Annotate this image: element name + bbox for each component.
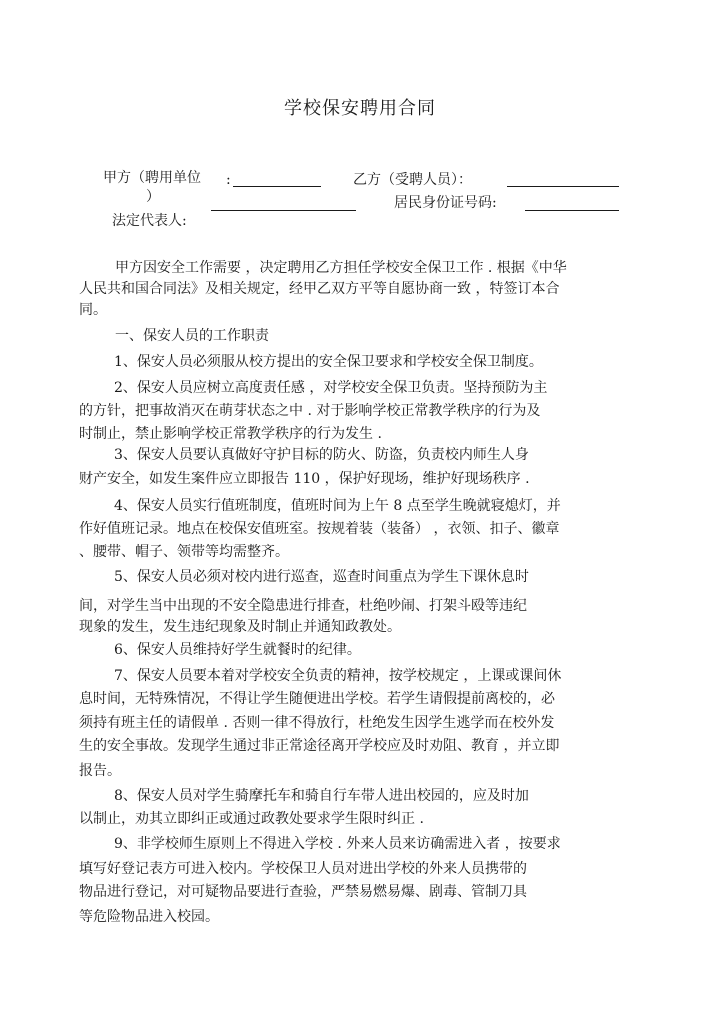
text-line: 间，对学生当中出现的不安全隐患进行排查，杜绝吵闹、打架斗殴等违纪 bbox=[79, 598, 527, 614]
text-line: 6、保安人员维持好学生就餐时的纪律。 bbox=[114, 642, 361, 658]
text-line: 息时间，无特殊情况，不得让学生随便进出学校。若学生请假提前离校的，必 bbox=[79, 691, 555, 707]
text-line: 财产安全，如发生案件应立即报告 110 ，保护好现场，维护好现场秩序 . bbox=[79, 471, 530, 487]
text-line: 5、保安人员必须对校内进行巡查，巡查时间重点为学生下课休息时 bbox=[114, 569, 529, 585]
text-line: 人民共和国合同法》及相关规定，经甲乙双方平等自愿协商一致 ，特签订本合 bbox=[79, 281, 560, 297]
text-line: 9、非学校师生原则上不得进入学校 . 外来人员来访确需进入者 ，按要求 bbox=[114, 836, 561, 852]
legal-rep-label: 法定代表人: bbox=[112, 213, 187, 229]
party-a-colon: : bbox=[226, 172, 231, 188]
text-line: 甲方因安全工作需要 ，决定聘用乙方担任学校安全保卫工作 . 根据《中华 bbox=[115, 260, 567, 276]
party-a-field bbox=[233, 186, 321, 187]
party-a-paren-close: ） bbox=[146, 189, 160, 205]
text-line: 同。 bbox=[79, 302, 107, 318]
text-line: 物品进行登记，对可疑物品要进行查验，严禁易燃易爆、剧毒、管制刀具 bbox=[79, 884, 527, 900]
text-line: 以制止，劝其立即纠正或通过政教处要求学生限时纠正 . bbox=[79, 811, 424, 827]
section-heading: 一、保安人员的工作职责 bbox=[115, 328, 269, 344]
text-line: 2、保安人员应树立高度责任感 ，对学校安全保卫负责。坚持预防为主 bbox=[114, 380, 548, 396]
text-line: 时制止，禁止影响学校正常教学秩序的行为发生 . bbox=[79, 426, 382, 442]
text-line: 、腰带、帽子、领带等均需整齐。 bbox=[79, 544, 289, 560]
text-line: 报告。 bbox=[79, 763, 121, 779]
party-b-field bbox=[507, 186, 619, 187]
id-number-field bbox=[525, 210, 619, 211]
text-line: 8、保安人员对学生骑摩托车和骑自行车带人进出校园的，应及时加 bbox=[114, 788, 529, 804]
text-line: 3、保安人员要认真做好守护目标的防火、防盗，负责校内师生人身 bbox=[114, 447, 529, 463]
id-number-label: 居民身份证号码: bbox=[394, 195, 497, 211]
text-line: 须持有班主任的请假单 . 否则一律不得放行，杜绝发生因学生逃学而在校外发 bbox=[79, 715, 555, 731]
text-line: 1、保安人员必须服从校方提出的安全保卫要求和学校安全保卫制度。 bbox=[114, 354, 543, 370]
party-a-label: 甲方（聘用单位 bbox=[103, 170, 201, 186]
text-line: 填写好登记表方可进入校内。学校保卫人员对进出学校的外来人员携带的 bbox=[79, 861, 527, 877]
text-line: 7、保安人员要本着对学校安全负责的精神，按学校规定 ，上课或课间休 bbox=[114, 668, 562, 684]
text-line: 现象的发生，发生违纪现象及时制止并通知政教处。 bbox=[79, 619, 401, 635]
text-line: 等危险物品进入校园。 bbox=[79, 909, 219, 925]
party-b-label: 乙方（受聘人员）： bbox=[353, 172, 472, 188]
text-line: 的方针，把事故消灭在萌芽状态之中 . 对于影响学校正常教学秩序的行为及 bbox=[79, 403, 541, 419]
page-title: 学校保安聘用合同 bbox=[284, 98, 436, 119]
text-line: 作好值班记录。地点在校保安值班室。按规着装（装备） ，衣领、扣子、徽章 bbox=[79, 521, 560, 537]
text-line: 生的安全事故。发现学生通过非正常途径离开学校应及时劝阻、教育 ，并立即 bbox=[79, 738, 560, 754]
party-a-extra-field bbox=[211, 210, 356, 211]
text-line: 4、保安人员实行值班制度，值班时间为上午 8 点至学生晚就寝熄灯，并 bbox=[114, 498, 561, 514]
